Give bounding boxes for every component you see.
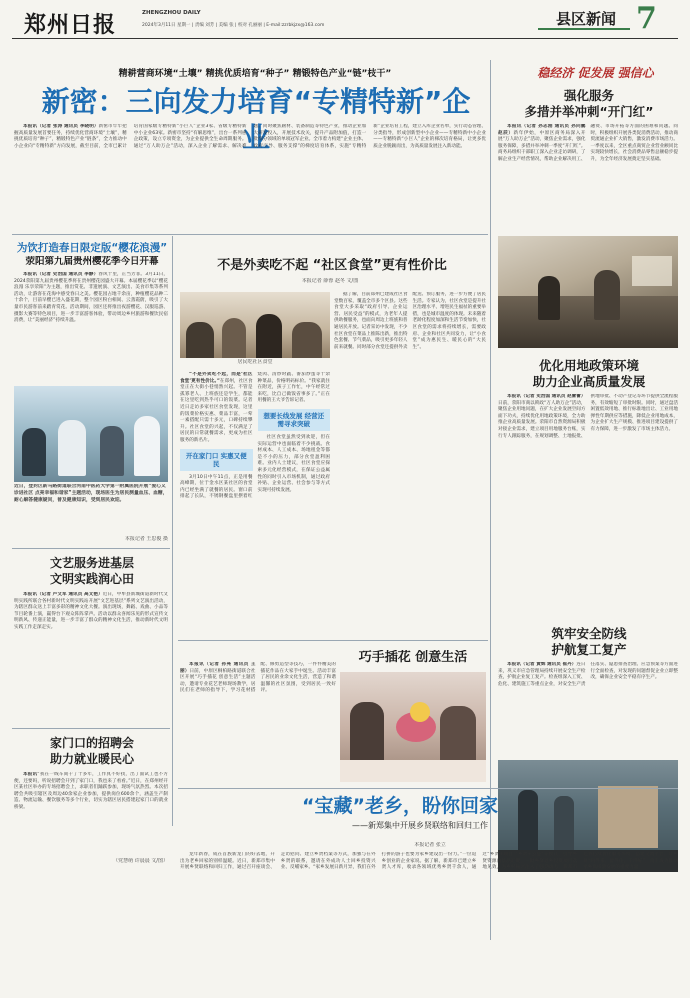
slogan: 稳经济 促发展 强信心 — [537, 66, 654, 80]
left-story3-title1: 家门口的招聘会 — [49, 736, 134, 750]
lead-body-text: 新密市牢牢把握高质量发展首要任务，持续优化营商环境“土壤”，精挑优质培育“种子”，精锻特色产业“链条”，全力推动中小企业向“专精特新”方向发展，截至目前，全市已累计培育国家级专精特新“小巨人”企业3家、省级专精特新中小企业63家。新密市坚持“有解思维”，出台一系列惠企政策，设立专项资金，为企业提供全生命周期服务。通过“万人助万企”活动，深入企业了解需求、解决难题。同时聚焦耐材、装备制造等特色产业，推动企业加大研发投入，开展技术攻关，提升产品附加值，打造一批细分领域的单项冠军企业。全市着力构建“企业主体、政府引导、服务支撑”的梯度培育体系，实施“专精特新”企业培育工程，建立入库企业名单，实行动态管理、分类指导，形成创新型中小企业——专精特新中小企业——专精特新“小巨人”企业的梯次培育格局，让更多优质企业脱颖而出，为高质量发展注入新动能。 — [14, 124, 486, 149]
bottom-body: 龙年新春，成在首族新龙门的好去地，开出为老乡回家的别样温暖。近日，新郑市集中开展乡贤联络和回归工作，通过召开座谈会、走访慰问、建立乡贤档案等方式，加强与在外乡贤的联系，邀请在外成功人士回乡投资兴业、反哺家乡。“家乡发展日新月异，我们在外打拼的游子也要为家乡建设出一份力。”一位返乡创业的企业家说。据了解，新郑市已建立乡贤人才库，收录各领域优秀乡贤千余人，通过“乡贤+项目”“乡贤+公益”等模式，引导乡贤资源向基层汇聚，一批乡贤返乡投资项目落地见效，为乡村振兴注入了强劲动力。新郑市还将持续优化服务环境，搭建交流平台，让乡贤“回得来、留得住、干得好”，真正成为推动家乡高质量发展的重要力量。 — [180, 852, 678, 871]
left-story2-title2: 文明实践润心田 — [49, 572, 134, 586]
bottom-title: “宝藏”老乡，盼你回家 — [302, 795, 498, 817]
left-story3-divider — [12, 728, 170, 729]
bottom-byline: 本报记者 张立 — [414, 842, 446, 848]
center-story1-byline: 本报记者 薛蓉 赵冬 文/图 — [301, 278, 359, 284]
left-story1-photo — [14, 386, 168, 482]
page-number: 7 — [636, 1, 657, 36]
left-story2-title1: 文艺服务进基层 — [49, 556, 134, 570]
center-sub1-box: 开在家门口 实惠又便民 — [180, 449, 253, 471]
right-story1-photo — [498, 236, 678, 348]
lead-kicker: 精耕营商环境“土壤” 精挑优质培育“种子” 精锻特色产业“链”枝干” — [118, 69, 392, 79]
center-story1-title: 不是外卖吃不起 “社区食堂”更有性价比 — [217, 258, 447, 273]
right-story3-body: 本报讯（记者 黄辉 通讯员 崔丹）连日来，巩义市应急管理局持续开展安全生产检查，护航企业复工复产。检查组深入工贸、危化、建筑施工等重点企业，对安全生产责任落实、隐患排查治理、应急预案等方面进行全面检查，对发现的问题督促企业立即整改，确保企业安全平稳有序生产。 — [498, 662, 678, 687]
newspaper-title-en: ZHENGZHOU DAILY — [142, 10, 201, 16]
center-story2-body: 本报讯（记者 孙亮 通讯员 王丽）日前，中原区桐柏路街道联合社区开展“巧手插花 创意生活”主题活动，邀请专业花艺老师现场教学，居民们在老师的指导下，学习花材搭配、修剪造型等技巧，一件件精美的插花作品在大家手中诞生。活动丰富了居民的业余文化生活，营造了和谐温馨的社区氛围，受到居民一致好评。 — [180, 662, 336, 694]
center-story1-photo — [180, 292, 330, 358]
masthead-meta: 2024年3月11日 星期一 | 责编 刘芳 | 美编 张 | 校对 孔丽丽 | E-mail:zzrbkjzx@163.com — [142, 23, 325, 28]
right-story1-body: 本报讯（记者 孙志刚 通讯员 孙向鹏 赵辰）新年伊始，中原区商务局深入开展“万人助万企”活动，聚焦企业需求，强化服务保障，多措并举冲刺一季度“开门红”。商务局组织干部职工深入企业走访调研，了解企业生产经营情况，帮助企业解决用工、融资、市场开拓等方面的困难和问题。同时，积极组织开展各类促消费活动，推动商贸流通企业扩大销售，激发消费市场活力。一季度以来，全区重点商贸企业营业额同比实现较快增长，社会消费品零售总额稳步提升，为全年经济发展奠定坚实基础。 — [498, 124, 678, 162]
center-story2-title: 巧手插花 创意生活 — [358, 650, 468, 665]
left-story1-title2: 荥阳第九届贵州樱花季今日开幕 — [25, 256, 159, 267]
center-story1-photo-caption: 居民吃社区食堂 — [237, 359, 273, 365]
left-story3-signature: （党慧萌 许晨晨 文/图） — [113, 858, 168, 864]
right-story2-body: 本报讯（记者 史治国 通讯员 赵蕾蕾）日前，荥阳市商以锁政“万人助万企”活动，聚焦企业用地问题，在扩大企业发展空间方面下功夫，持续优化用地政策环境，全力助推企业高质量发展。荥阳市自然资源局积极对接企业需求，建立项目用地服务台账，实行专人跟踪服务，在规划调整、土地报批、供地审批、不动产登记等环节提供全流程服务，有效缩短了审批时限。同时，通过盘活闲置低效用地、推行标准地出让、工业用地弹性年期供应等措施，降低企业用地成本，为企业扩大生产规模、推进项目建设提供了有力保障，进一步激发了市场主体活力。 — [498, 394, 678, 439]
center-story2-photo — [340, 672, 486, 782]
lead-bottom-divider — [12, 234, 488, 235]
left-story1-photo-credit: 本报记者 王思俊 摄 — [124, 536, 168, 542]
right-story2-title1: 优化用地政策环境 — [538, 358, 639, 373]
bottom-subtitle: ——新郑集中开展乡贤联络和回归工作 — [352, 821, 488, 830]
left-story1-body: 本报讯（记者 史治国 通讯员 李静）春风十里，正当芳菲。3月11日，2024荥阳第九届贵州樱花季将在贵州樱花园盛大开幕。本届樱花季以“樱花浪漫 乐享荥阳”为主题，推出赏花、非遗展演、文艺演出、美食市集等系列活动，让游客在花海中感受春日之美。樱花园占地千余亩，种植樱花品种二十余个，目前早樱已进入盛花期，整个园区粉白相间、云蒸霞蔚，吸引了大量市民游客前来踏青赏花。活动期间，园区还将推出夜游樱花、汉服巡游、摄影大赛等特色项目，进一步丰富游客体验，带动周边乡村旅游和餐饮民宿消费，让“美丽经济”持续升温。 — [14, 272, 168, 324]
masthead — [0, 0, 690, 60]
left-story2-divider — [12, 548, 170, 549]
left-story1-caption: 近日，登封区新马路街道联合河南中医药大学第一附属医院开展“爱心义诊进社区 点亮幸福和谐家”主题活动，现场医生为居民测量血压、血糖，耐心解答健康疑问，普及健康知识，受到居民欢迎。 — [14, 484, 168, 503]
left-col-divider — [172, 236, 173, 826]
center-story1-right-body: 据了解，目前郑州已建成社区食堂数百家，覆盖全市多个区县。这些食堂大多采取“政府引导、企业运营、居民受益”的模式，为老年人提供助餐服务，也面向周边上班族和普通居民开放。记者采访中发现，不少社区食堂在菜品上推陈出新，推出特色套餐、节气菜品，吸引更多年轻人前来就餐。同时部分食堂还提供外卖配送、预订服务，进一步方便了居民生活。专家认为，社区食堂是提升社区治理水平、增进民生福祉的重要举措，也是城市温度的体现。未来随着老龄化程度加深和生活节奏加快，社区食堂的需求将持续增长，需要政府、企业和社区共同发力，让“小食堂”成为惠民生、暖民心的“大民生”。 — [334, 292, 486, 350]
lead-body — [14, 124, 486, 230]
lead-title: 新密：三向发力培育“专精特新”企业 — [41, 85, 471, 154]
masthead-divider — [12, 38, 678, 39]
section-title: 县区新闻 — [556, 10, 617, 28]
center-story1-left-body: “不是外卖吃不起，而是‘社区食堂’更有性价比。”在郑州，社区食堂正在大街小巷悄然兴起。不管是孤寡老人、上班族还是学生，都能在这里吃到热乎可口的饭菜。记者近日走访多家社区食堂发现，这里的饭菜价格实惠、菜品丰富，一荤一素搭配只需十多元，口碑持续攀升。社区食堂的兴起，不仅满足了居民的日常就餐需求，更成为社区服务的新名片。 开在家门口 实惠又便民 3月10日中午11点，正是用餐高峰期，位于金水区某社区的食堂内已经坐满了就餐的居民。窗口前排起了长队，不锈钢餐盘里摆着红烧肉、清炒时蔬、番茄炒蛋等十余种菜品，价格明码标价。“我家就住在附近，孩子工作忙，中午经常过来吃，比自己做饭省事多了。”正在用餐的王大爷告诉记者。 想要长线发展 经营还需寻求突破 社区食堂虽然受到欢迎，但在实际运营中也面临着不少挑战。食材成本、人工成本、场地租金等都是不小的压力，部分食堂盈利困难。业内人士建议，社区食堂应探索多元化经营模式，在保证公益属性的同时引入市场机制，通过政府补贴、企业运营、社会参与等方式实现可持续发展。 — [180, 372, 330, 500]
bottom-divider — [178, 788, 678, 789]
right-story2-title2: 助力企业高质量发展 — [532, 374, 646, 389]
center-sub2-box: 想要长线发展 经营还需寻求突破 — [258, 409, 331, 431]
right-story3-title2: 护航复工复产 — [551, 642, 627, 657]
newspaper-logo: 郑州日报 — [24, 12, 117, 38]
right-story1-title2: 多措并举冲刺“开门红” — [524, 104, 654, 119]
lead-byline: 本报讯（记者 张涛 通讯员 李晓明） — [23, 124, 99, 129]
right-story1-title1: 强化服务 — [563, 88, 614, 103]
left-story2-body: 本报讯（记者 卢文军 通讯员 高文艳）近日，中牟县新城街道新时代文明实践所联合各村新时代文明实践站开展“文艺进基层”系列文艺演出活动，为辖区群众送上丰富多彩的精神文化大餐。演出现场，舞蹈、戏曲、小品等节目轮番上演，赢得台下观众阵阵掌声。活动以群众喜闻乐见的形式宣传文明新风、传递正能量，进一步丰富了群众的精神文化生活，推动新时代文明实践工作走深走实。 — [14, 592, 168, 630]
right-story3-title1: 筑牢安全防线 — [551, 626, 627, 641]
left-story3-title2: 助力就业暖民心 — [49, 752, 134, 766]
center-story2-divider — [178, 640, 488, 641]
left-story3-body: 本报讯“我在一线车间干了十多年，工作真不好找，出了面试工也不方便，还要吗，听说招聘会开到了家门口，我也来了看看。”近日，在郑州经开区某社区举办的专场招聘会上，求职者们踊跃参加，现场气氛热烈。本次招聘会共吸引辖区及周边40余家企业参加，提供岗位600余个，涵盖生产制造、物流运输、餐饮服务等多个行业，切实为辖区居民搭建起家门口的就业桥梁。 — [14, 772, 168, 810]
left-story1-title1: 为饮打造春日限定版“樱花浪漫” — [16, 242, 168, 254]
